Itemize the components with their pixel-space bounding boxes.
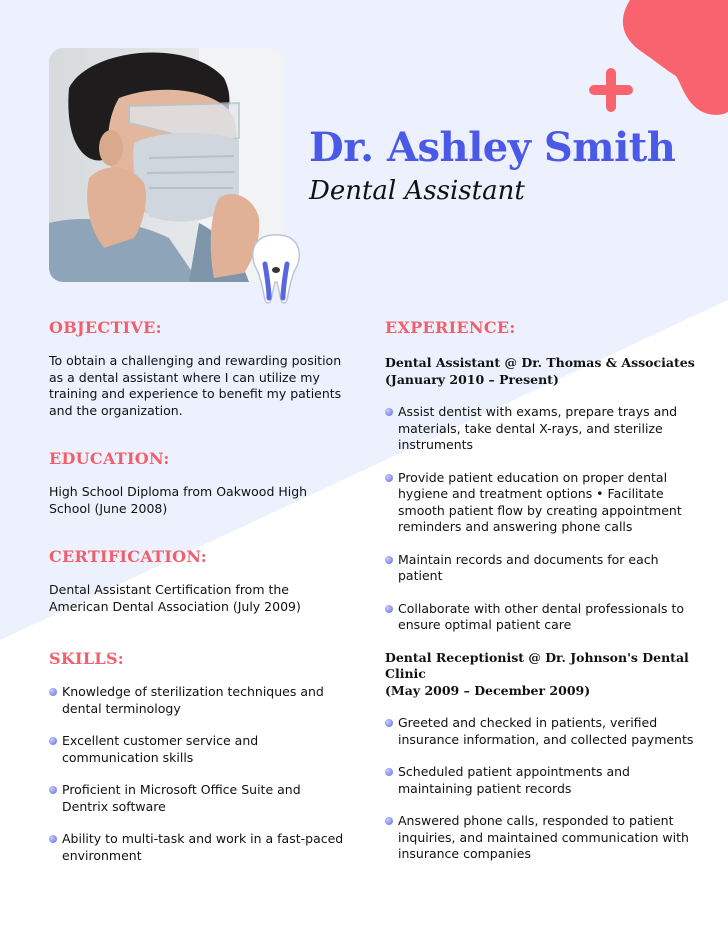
- bullet-dot-icon: [49, 688, 57, 696]
- skill-text: Knowledge of sterilization techniques and dental terminology: [62, 684, 324, 716]
- right-column: [385, 318, 705, 879]
- skills-heading: SKILLS:: [49, 649, 125, 668]
- job-block: [385, 650, 705, 863]
- education-heading: EDUCATION:: [49, 449, 170, 468]
- list-item: [385, 404, 705, 454]
- job-title-text: Dental Receptionist @ Dr. Johnson's Dental Clinic: [385, 649, 689, 681]
- list-item: [49, 733, 349, 766]
- bullet-dot-icon: [49, 737, 57, 745]
- job-bullet-text: Answered phone calls, responded to patient inquiries, and maintained communication with insurance companies: [398, 813, 689, 861]
- job-bullets: [385, 715, 705, 863]
- experience-heading: EXPERIENCE:: [385, 318, 516, 337]
- job-block: [385, 355, 705, 634]
- job-bullet-text: Greeted and checked in patients, verified insurance information, and collected payments: [398, 715, 694, 747]
- job-bullet-text: Collaborate with other dental professionals to ensure optimal patient care: [398, 600, 685, 632]
- skill-text: Ability to multi-task and work in a fast-paced environment: [62, 831, 344, 863]
- list-item: [49, 831, 349, 864]
- job-bullet-text: Provide patient education on proper dental hygiene and treatment options • Facilitate smooth patient flow by creating appointment reminders and answering phone calls: [398, 469, 682, 534]
- job-dates: (January 2010 – Present): [385, 371, 559, 387]
- certification-section: [49, 547, 349, 615]
- skill-text: Excellent customer service and communication skills: [62, 733, 259, 765]
- list-item: [385, 470, 705, 536]
- job-bullet-text: Maintain records and documents for each patient: [398, 551, 659, 583]
- education-section: [49, 449, 349, 517]
- certification-heading: CERTIFICATION:: [49, 547, 207, 566]
- list-item: [385, 813, 705, 863]
- job-bullet-text: Assist dentist with exams, prepare trays and materials, take dental X-rays, and sterilize instruments: [398, 404, 678, 452]
- candidate-name: Dr. Ashley Smith: [309, 124, 676, 171]
- list-item: [385, 552, 705, 585]
- skills-list: [49, 684, 349, 864]
- bullet-dot-icon: [49, 786, 57, 794]
- objective-heading: OBJECTIVE:: [49, 318, 162, 337]
- list-item: [385, 601, 705, 634]
- education-text: High School Diploma from Oakwood High School (June 2008): [49, 484, 308, 516]
- bullet-dot-icon: [385, 719, 393, 727]
- job-title: [385, 355, 705, 388]
- job-bullets: [385, 404, 705, 634]
- bullet-dot-icon: [385, 817, 393, 825]
- skills-section: [49, 649, 349, 864]
- job-dates: (May 2009 – December 2009): [385, 682, 591, 698]
- bullet-dot-icon: [385, 605, 393, 613]
- list-item: [49, 782, 349, 815]
- left-column: [49, 318, 349, 880]
- objective-text: To obtain a challenging and rewarding position as a dental assistant where I can utilize my training and experience to benefit my patients and the organization.: [49, 353, 342, 418]
- bullet-dot-icon: [385, 408, 393, 416]
- job-title-text: Dental Assistant @ Dr. Thomas & Associates: [385, 355, 695, 370]
- job-title: [385, 650, 705, 700]
- bullet-dot-icon: [385, 556, 393, 564]
- tooth-icon: [249, 234, 303, 306]
- skill-text: Proficient in Microsoft Office Suite and Dentrix software: [62, 782, 301, 814]
- plus-cross-icon: [580, 0, 728, 120]
- bullet-dot-icon: [385, 474, 393, 482]
- list-item: [385, 715, 705, 748]
- list-item: [385, 764, 705, 797]
- bullet-dot-icon: [49, 835, 57, 843]
- list-item: [49, 684, 349, 717]
- bullet-dot-icon: [385, 768, 393, 776]
- job-bullet-text: Scheduled patient appointments and maintaining patient records: [398, 764, 630, 796]
- certification-text: Dental Assistant Certification from the American Dental Association (July 2009): [49, 582, 301, 614]
- objective-section: [49, 318, 349, 419]
- candidate-title: Dental Assistant: [309, 176, 525, 206]
